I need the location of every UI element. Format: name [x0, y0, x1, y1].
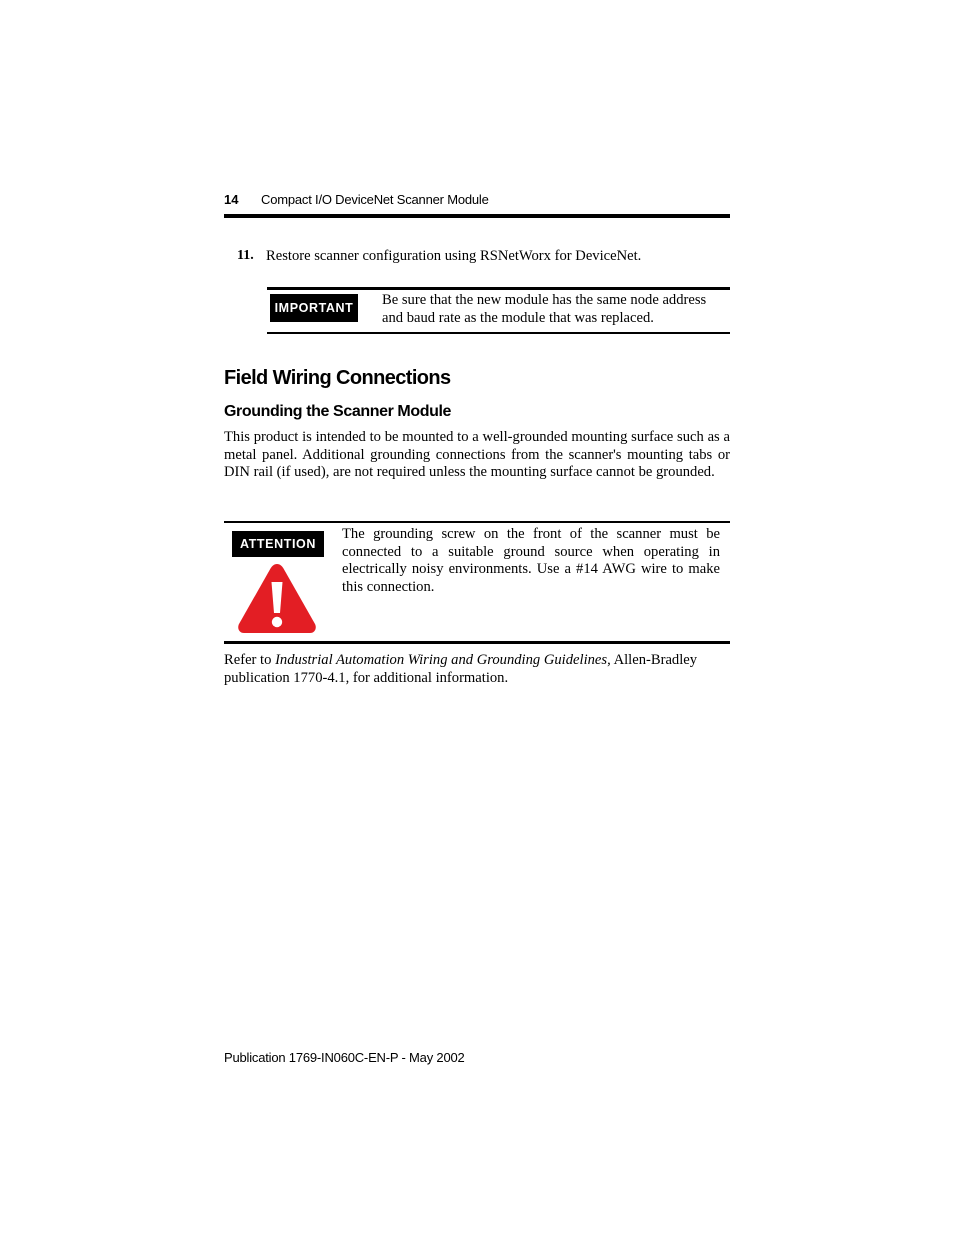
warning-exclamation-icon: [236, 561, 318, 636]
important-badge: IMPORTANT: [270, 294, 358, 322]
page-number: 14: [224, 192, 239, 207]
footer-publication: Publication 1769-IN060C-EN-P - May 2002: [224, 1050, 465, 1065]
reference-suffix: , Allen-Bradley publication 1770-4.1, for additional information.: [224, 652, 698, 686]
section-heading: Field Wiring Connections: [224, 367, 451, 389]
attention-text: The grounding screw on the front of the scanner must be connected to a suitable ground source when operating in electrically noisy environments. Use a #14 AWG wire to make this connection.: [342, 526, 720, 595]
subsection-heading: Grounding the Scanner Module: [224, 403, 452, 420]
attention-rule-bottom: [224, 641, 730, 644]
important-text: Be sure that the new module has the same node address and baud rate as the module that was replaced.: [382, 292, 707, 326]
exclamation-dot: [272, 617, 282, 627]
reference-paragraph: [224, 652, 730, 687]
step-number: 11.: [237, 248, 254, 263]
reference-title: Industrial Automation Wiring and Grounding Guidelines: [275, 652, 608, 668]
reference-prefix: Refer to: [224, 652, 276, 668]
step-text: Restore scanner configuration using RSNetWorx for DeviceNet.: [266, 248, 642, 264]
important-rule-bottom: [267, 332, 730, 334]
page-header-title: Compact I/O DeviceNet Scanner Module: [261, 192, 489, 207]
header-rule: [224, 214, 730, 218]
important-rule-top: [267, 287, 730, 290]
attention-rule-top: [224, 521, 730, 523]
grounding-paragraph: This product is intended to be mounted to a well-grounded mounting surface such as a metal panel. Additional grounding connections from the scanner's mounting tabs or DIN rail (if used), are not required unless the mounting surface cannot be grounded.: [224, 429, 730, 480]
attention-badge: ATTENTION: [232, 531, 324, 557]
